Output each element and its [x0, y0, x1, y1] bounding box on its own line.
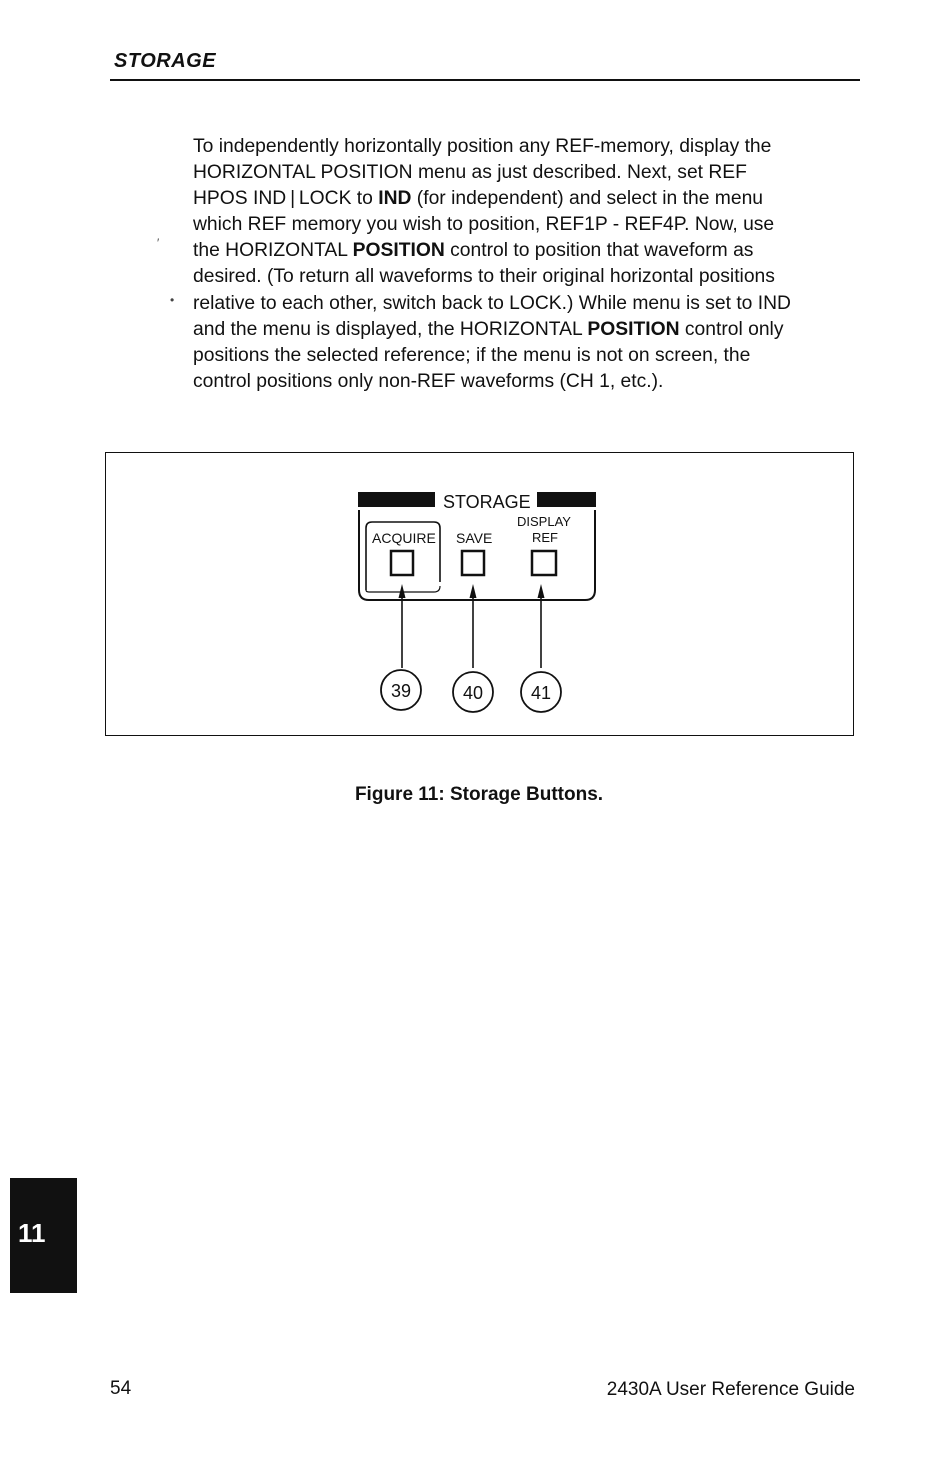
- body-bold: POSITION: [587, 318, 680, 340]
- scan-mark: ′: [157, 236, 160, 250]
- panel-title-bar-right: [537, 492, 596, 507]
- section-header: STORAGE: [114, 50, 217, 72]
- callout-number: 41: [530, 683, 552, 703]
- callout-number: 40: [462, 683, 484, 703]
- display-label: DISPLAY: [517, 514, 571, 529]
- body-line: desired. (To return all waveforms to their original horizontal positions: [193, 266, 775, 288]
- figure-caption: Figure 11: Storage Buttons.: [354, 784, 604, 805]
- body-line: which REF memory you wish to position, REF1P - REF4P. Now, use: [193, 214, 775, 236]
- save-label: SAVE: [456, 530, 493, 546]
- body-paragraph: [193, 134, 865, 395]
- body-bold: POSITION: [352, 240, 445, 262]
- body-line: HPOS IND | LOCK to: [193, 188, 379, 210]
- acquire-label: ACQUIRE: [372, 530, 436, 546]
- ref-label: REF: [532, 530, 558, 545]
- body-line: control to position that waveform as: [444, 240, 754, 262]
- body-line: HORIZONTAL POSITION menu as just described. Next, set REF: [193, 162, 747, 184]
- body-line: (for independent) and select in the menu: [411, 188, 764, 210]
- save-button: [462, 551, 484, 575]
- body-line: relative to each other, switch back to LOCK.) While menu is set to IND: [193, 292, 791, 314]
- header-rule: [110, 79, 860, 81]
- page-number: 54: [110, 1378, 132, 1399]
- body-line: and the menu is displayed, the HORIZONTAL: [193, 318, 588, 340]
- body-line: control positions only non-REF waveforms (CH 1, etc.).: [193, 370, 664, 392]
- body-bold: IND: [378, 188, 412, 210]
- callout-number: 39: [390, 681, 412, 701]
- acquire-button: [391, 551, 413, 575]
- arrow-head-icon: [470, 584, 477, 598]
- body-line: positions the selected reference; if the menu is not on screen, the: [193, 344, 751, 366]
- display-ref-button: [532, 551, 556, 575]
- arrow-head-icon: [399, 584, 406, 598]
- scan-mark: •: [170, 293, 175, 307]
- arrow-head-icon: [538, 584, 545, 598]
- chapter-tab: [10, 1178, 77, 1293]
- body-line: To independently horizontally position any REF-memory, display the: [193, 136, 772, 157]
- footer-guide-title: 2430A User Reference Guide: [606, 1379, 855, 1400]
- panel-title: STORAGE: [443, 492, 531, 512]
- storage-panel-diagram: [105, 452, 854, 736]
- panel-title-bar-left: [358, 492, 435, 507]
- body-line: the HORIZONTAL: [193, 240, 353, 262]
- body-line: control only: [679, 318, 784, 340]
- chapter-number: 11: [18, 1218, 46, 1248]
